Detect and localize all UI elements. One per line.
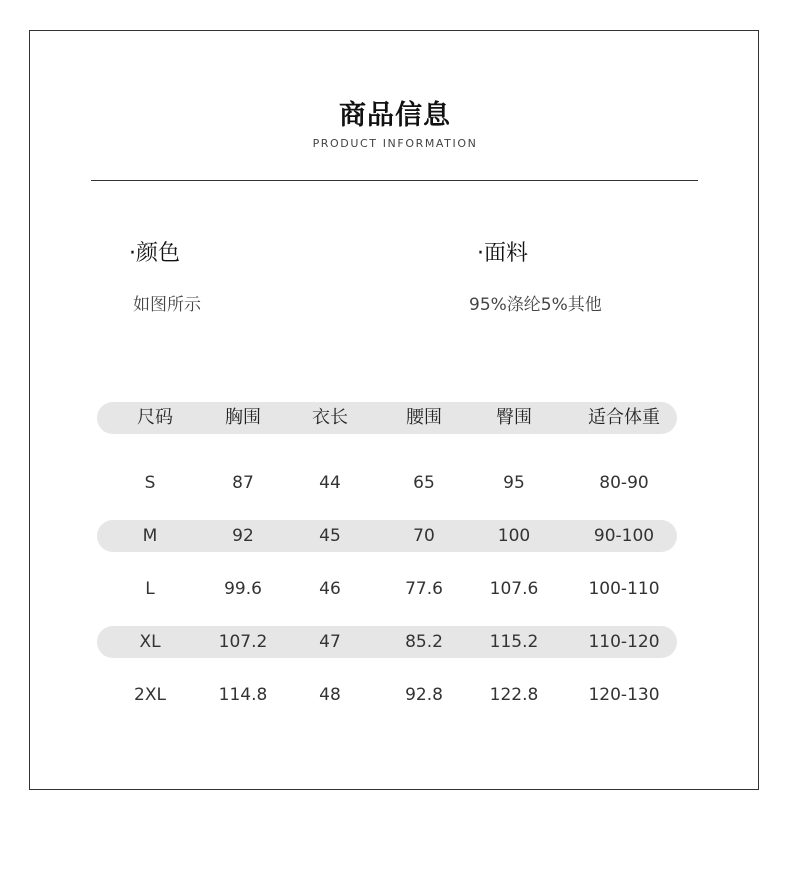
cell-waist: 77.6 — [405, 579, 443, 599]
cell-size: XL — [139, 632, 161, 652]
cell-size: M — [142, 526, 158, 546]
table-row — [97, 573, 677, 605]
cell-weight: 90-100 — [593, 526, 655, 546]
cell-chest: 107.2 — [218, 632, 268, 652]
table-row — [97, 520, 677, 552]
cell-size: S — [144, 473, 156, 493]
color-value: 如图所示 — [133, 295, 201, 315]
cell-hip: 115.2 — [489, 632, 539, 652]
column-header-size: 尺码 — [137, 407, 173, 428]
cell-size: 2XL — [134, 685, 166, 705]
cell-waist: 85.2 — [405, 632, 443, 652]
product-info-card — [29, 30, 759, 790]
title-divider — [91, 180, 698, 181]
cell-length: 44 — [319, 473, 341, 493]
cell-hip: 122.8 — [489, 685, 539, 705]
column-header-waist: 腰围 — [406, 407, 442, 428]
cell-length: 45 — [319, 526, 341, 546]
column-header-chest: 胸围 — [225, 407, 261, 428]
cell-weight: 110-120 — [588, 632, 660, 652]
cell-hip: 100 — [497, 526, 531, 546]
cell-waist: 65 — [413, 473, 435, 493]
fabric-value: 95%涤纶5%其他 — [469, 295, 602, 315]
cell-hip: 107.6 — [489, 579, 539, 599]
cell-length: 46 — [319, 579, 341, 599]
size-table-header — [97, 402, 677, 434]
color-label: ·颜色 — [129, 241, 180, 266]
cell-chest: 99.6 — [224, 579, 262, 599]
cell-size: L — [145, 579, 155, 599]
cell-weight: 80-90 — [599, 473, 649, 493]
cell-chest: 92 — [232, 526, 254, 546]
table-row — [97, 626, 677, 658]
cell-length: 48 — [319, 685, 341, 705]
cell-weight: 100-110 — [588, 579, 660, 599]
page-subtitle: PRODUCT INFORMATION — [312, 137, 478, 150]
fabric-label: ·面料 — [477, 241, 528, 266]
cell-waist: 70 — [413, 526, 435, 546]
page-title: 商品信息 — [339, 100, 451, 131]
table-row — [97, 467, 677, 499]
column-header-weight: 适合体重 — [588, 407, 660, 428]
cell-chest: 87 — [232, 473, 254, 493]
cell-weight: 120-130 — [588, 685, 660, 705]
column-header-hip: 臀围 — [496, 407, 532, 428]
cell-length: 47 — [319, 632, 341, 652]
column-header-length: 衣长 — [312, 407, 348, 428]
cell-chest: 114.8 — [218, 685, 268, 705]
table-row — [97, 679, 677, 711]
cell-waist: 92.8 — [405, 685, 443, 705]
cell-hip: 95 — [503, 473, 525, 493]
